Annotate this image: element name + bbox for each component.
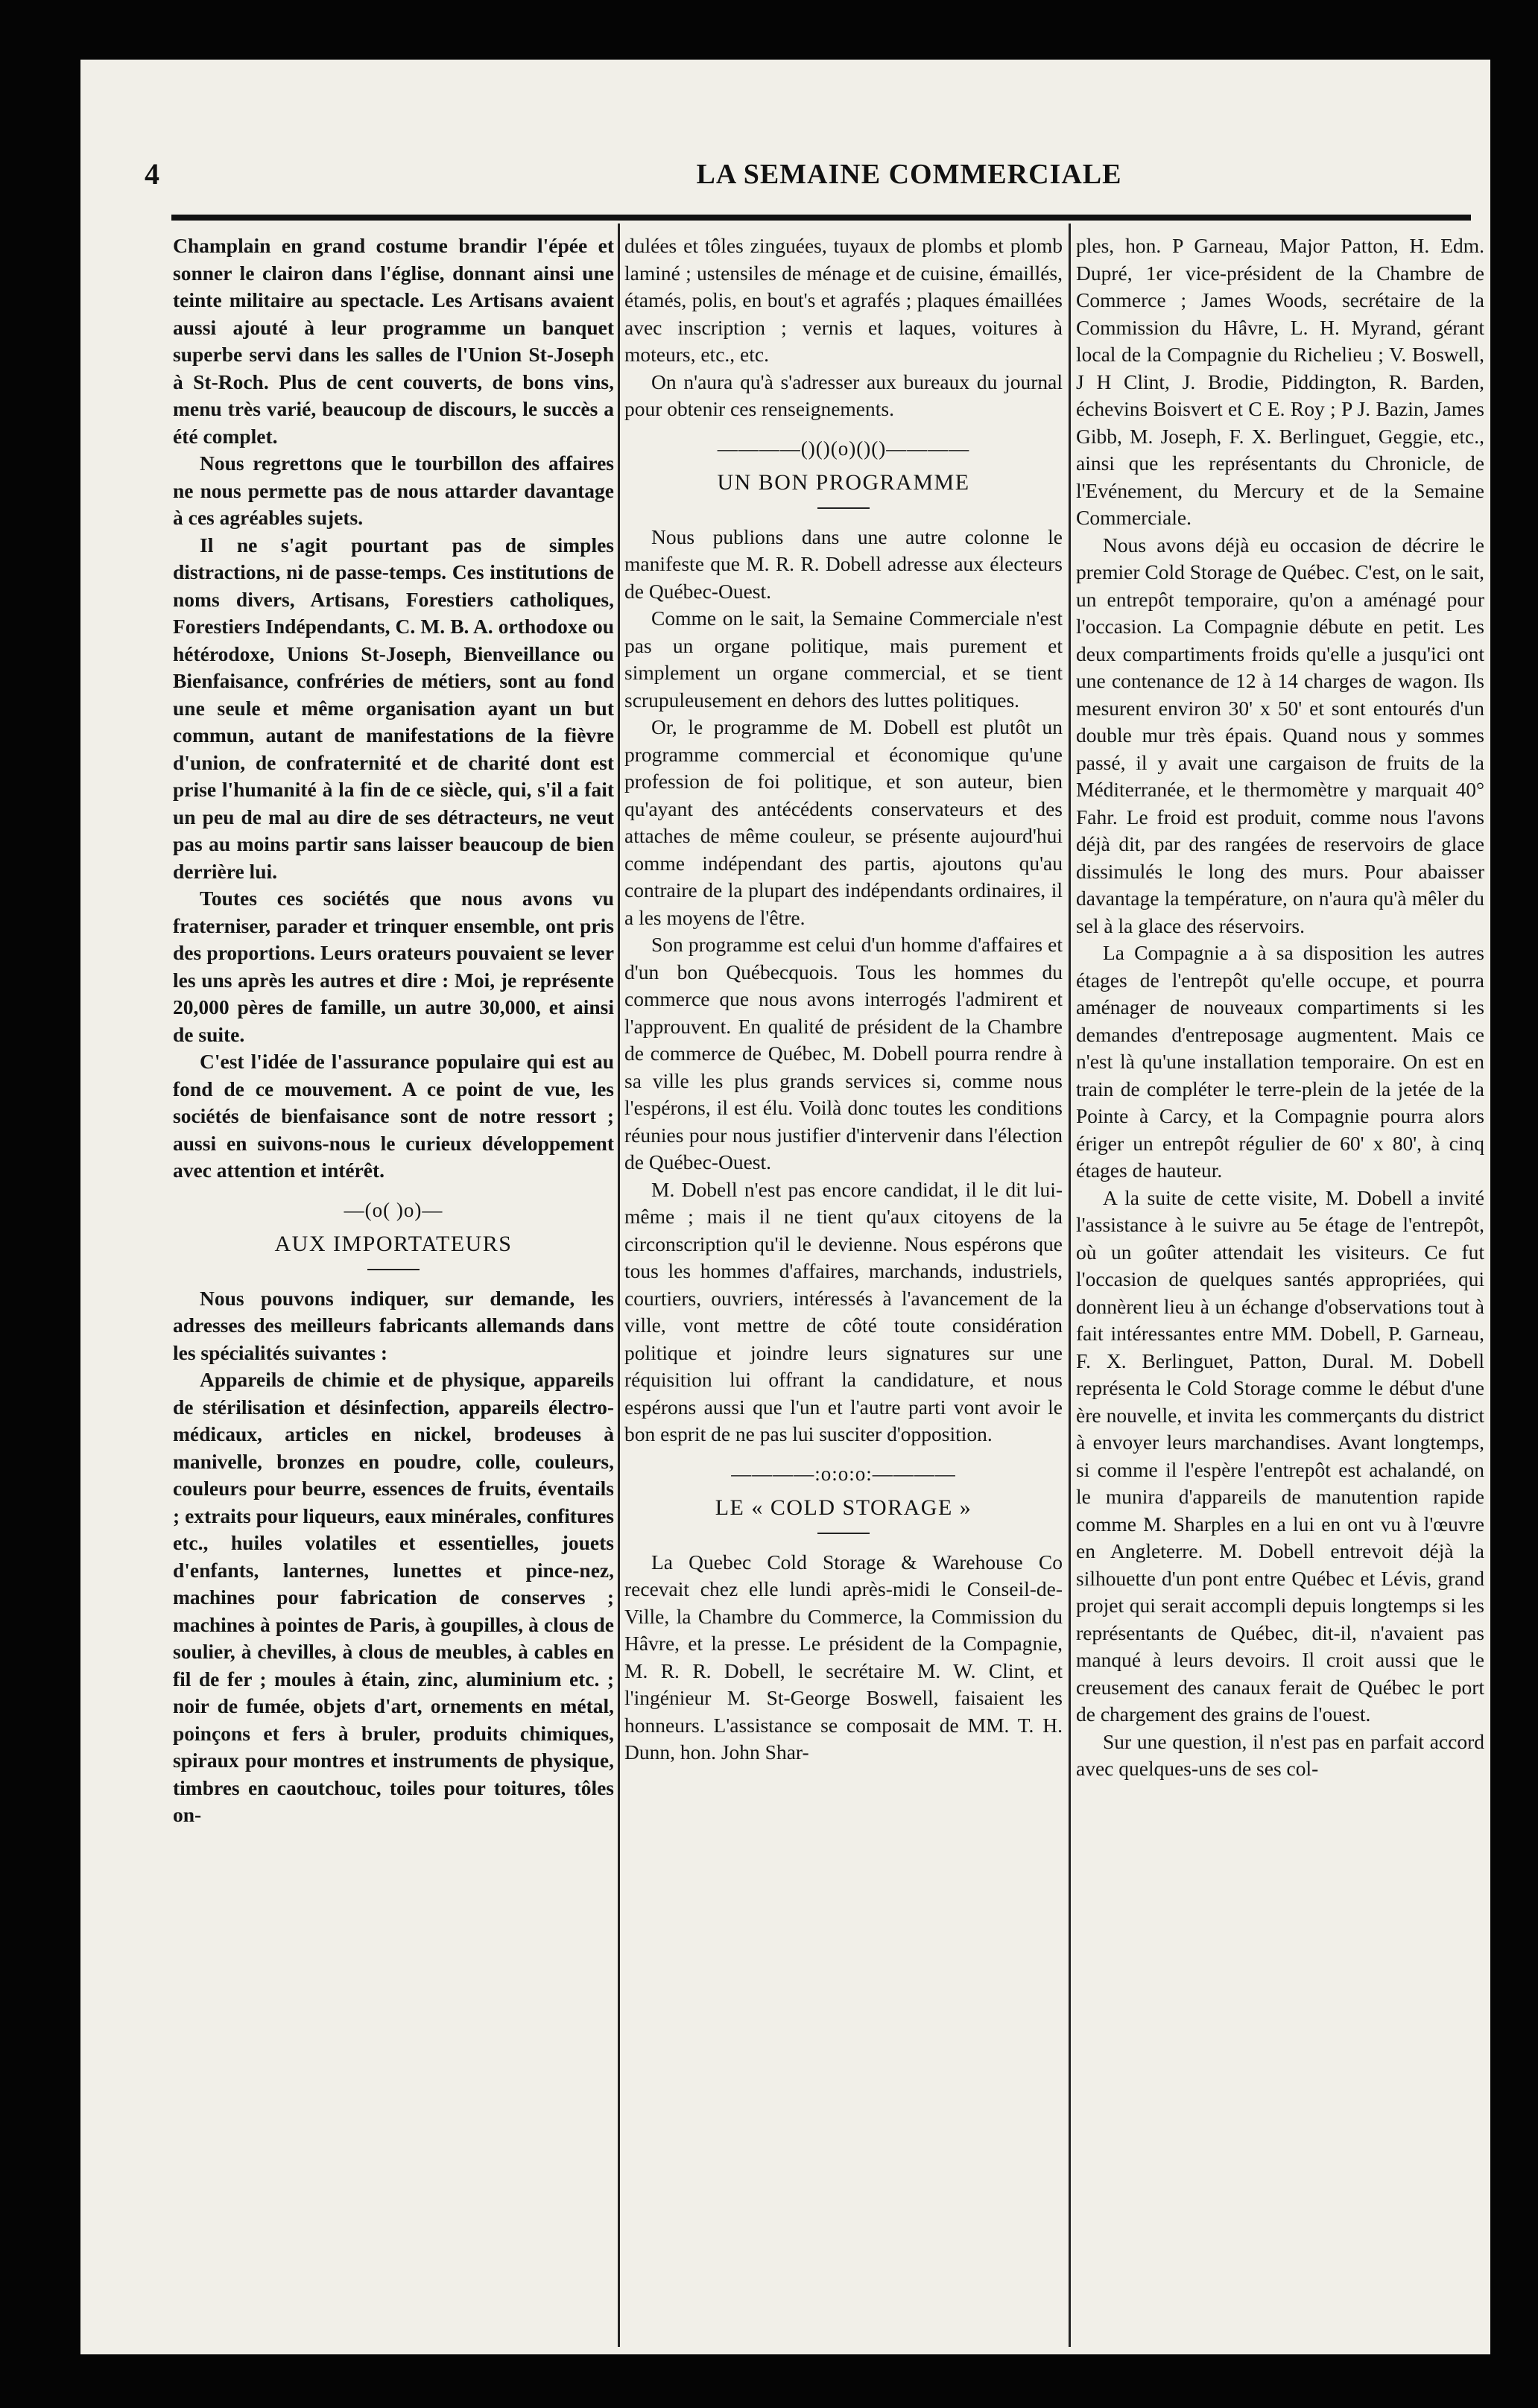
section-heading: LE « COLD STORAGE »	[715, 1495, 972, 1520]
article-paragraph: Appareils de chimie et de physique, appareils de stérilisation et désinfection, appareils électro-médicaux, articles en nickel, brodeuses à manivelle, bronzes en poudre, colle, couleurs, couleurs pour beurre, essences de fruits, éventails ; extraits pour liqueurs, eaux minérales, confitures etc., huiles volatiles et essentielles, jouets d'enfants, lanternes, lunettes et pince-nez, machines pour fabrication de conserves ; machines à pointes de Paris, à goupilles, à clous de soulier, à chevilles, à clous de meubles, à cables en fil de fer ; moules à étain, zinc, aluminium etc. ; noir de fumée, objets d'art, ornements en métal, poinçons et fers à bruler, produits chimiques, spiraux pour montres et instruments de physique, timbres en caoutchouc, toiles pour toitures, tôles on-	[173, 1368, 614, 1826]
section-separator: ————()()(o)()()————	[717, 437, 970, 460]
section-heading: UN BON PROGRAMME	[717, 470, 970, 495]
article-paragraph: dulées et tôles zinguées, tuyaux de plombs et plomb laminé ; ustensiles de ménage et de cuisine, émaillés, étamés, polis, en bout's et agrafés ; plaques émaillées avec inscription ; vernis et laques, voitures à moteurs, etc., etc.	[624, 234, 1063, 366]
article-paragraph: Nous publions dans une autre colonne le manifeste que M. R. R. Dobell adresse aux électeurs de Québec-Ouest.	[624, 525, 1063, 603]
page-number: 4	[145, 157, 159, 191]
column-1	[173, 232, 614, 2341]
article-paragraph: Or, le programme de M. Dobell est plutôt un programme commercial et économique qu'une profession de foi politique, et son auteur, bien qu'ayant des antécédents conservateurs et des attaches de même couleur, se présente aujourd'hui comme indépendant des partis, ajoutons qu'au contraire de la plupart des indépendants ordinaires, il a les moyens de l'être.	[624, 715, 1063, 929]
article-paragraph: ples, hon. P Garneau, Major Patton, H. Edm. Dupré, 1er vice-président de la Chambre de Commerce ; James Woods, secrétaire de la Commission du Hâvre, L. H. Myrand, gérant local de la Compagnie du Richelieu ; V. Boswell, J H Clint, J. Brodie, Piddington, R. Barden, échevins Boisvert et C E. Roy ; P J. Bazin, James Gibb, M. Joseph, F. X. Berlinguet, Geggie, etc., ainsi que les représentants du Chronicle, de l'Evénement, du Mercury et de la Semaine Commerciale.	[1076, 234, 1484, 529]
column-2	[624, 232, 1063, 2341]
article-paragraph: Champlain en grand costume brandir l'épée et sonner le clairon dans l'église, donnant ainsi une teinte militaire au spectacle. Les Artisans avaient aussi ajouté à leur programme un banquet superbe servi dans les salles de l'Union St-Joseph à St-Roch. Plus de cent couverts, de bons vins, menu très varié, beaucoup de discours, le succès a été complet.	[173, 234, 614, 448]
article-paragraph: C'est l'idée de l'assurance populaire qui est au fond de ce mouvement. A ce point de vue, les sociétés de bienfaisance sont de notre ressort ; aussi en suivons-nous le curieux développement avec attention et intérêt.	[173, 1050, 614, 1182]
article-paragraph: Il ne s'agit pourtant pas de simples distractions, ni de passe-temps. Ces institutions de noms divers, Artisans, Forestiers catholiques, Forestiers Indépendants, C. M. B. A. orthodoxe ou hétérodoxe, Unions St-Joseph, Bienveillance ou Bienfaisance, confréries de métiers, sont au fond une seule et même organisation ayant un but commun, autant de manifestations de la fièvre d'union, de confraternité et de charité dont est prise l'humanité à la fin de ce siècle, qui, s'il a fait un peu de mal au dire de ses détracteurs, ne veut pas au moins partir sans laisser beaucoup de bien derrière lui.	[173, 533, 614, 883]
article-paragraph: A la suite de cette visite, M. Dobell a invité l'assistance à le suivre au 5e étage de l'entrepôt, où un goûter attendait les visiteurs. Ce fut l'occasion de quelques santés appropriées, qui donnèrent lieu à un échange d'observations tout à fait intéressantes entre MM. Dobell, P. Garneau, F. X. Berlinguet, Patton, Dural. M. Dobell représenta le Cold Storage comme le début d'une ère nouvelle, et invita les commerçants du district à envoyer leurs marchandises. Avant longtemps, si comme il l'espère l'entrepôt est achalandé, on le munira d'appareils de manutention rapide comme M. Sharples en a lui en ont vu à l'œuvre en Angleterre. M. Dobell entrevoit déjà la silhouette d'un pont entre Québec et Lévis, grand projet qui serait accompli depuis longtemps si les représentants de Québec, dit-il, n'avaient pas manqué à leurs devoirs. Il croit aussi que le creusement des canaux ferait de Québec le port de chargement des grains de l'ouest.	[1076, 1185, 1484, 1726]
heading-rule	[817, 507, 870, 509]
section-separator: ————:o:o:o:————	[731, 1462, 956, 1485]
article-paragraph: Sur une question, il n'est pas en parfait accord avec quelques-uns de ses col-	[1076, 1729, 1484, 1780]
article-paragraph: Son programme est celui d'un homme d'affaires et d'un bon Québecquois. Tous les hommes du commerce que nous avons interrogés l'admirent et l'approuvent. En qualité de président de la Chambre de commerce de Québec, M. Dobell pourra rendre à sa ville les plus grands services si, comme nous l'espérons, il est élu. Voilà donc toutes les conditions réunies pour nous justifier d'intervenir dans l'élection de Québec-Ouest.	[624, 933, 1063, 1173]
header-rule	[171, 215, 1471, 221]
article-paragraph: Comme on le sait, la Semaine Commerciale n'est pas un organe politique, mais purement et simplement un organe commercial, et se tient scrupuleusement en dehors des luttes politiques.	[624, 606, 1063, 712]
article-paragraph: Nous regrettons que le tourbillon des affaires ne nous permette pas de nous attarder davantage à ces agréables sujets.	[173, 452, 614, 529]
article-paragraph: La Compagnie a à sa disposition les autres étages de l'entrepôt qu'elle occupe, et pourra aménager de nouveaux compartiments si les demandes d'entreposage augmentent. Mais ce n'est là qu'une installation temporaire. On est en train de compléter le terre-plein de la jetée de la Pointe à Carcy, et la Compagnie pourra alors ériger un entrepôt régulier de 60' x 80', à cinq étages de hauteur.	[1076, 941, 1484, 1182]
article-paragraph: Toutes ces sociétés que nous avons vu fraterniser, parader et trinquer ensemble, ont pris des proportions. Leurs orateurs pouvaient se lever les uns après les autres et dire : Moi, je représente 20,000 pères de famille, un autre 30,000, et ainsi de suite.	[173, 887, 614, 1046]
article-paragraph: Nous avons déjà eu occasion de décrire le premier Cold Storage de Québec. C'est, on le sait, un entrepôt temporaire, qu'on a aménagé pour l'occasion. La Compagnie débute en petit. Les deux compartiments froids qu'elle a jusqu'ici ont une contenance de 12 à 14 charges de wagon. Ils mesurent environ 30' x 50' et sont entourés d'un double mur très épais. Quand nous y sommes passé, il y avait une cargaison de fruits de la Méditerranée, et le thermomètre y marquait 40° Fahr. Le froid est produit, comme nous l'avons déjà dit, par des rangées de reservoirs de glace dissimulés le long des murs. Pour abaisser davantage la température, on n'aura qu'à mêler du sel à la glace des réservoirs.	[1076, 533, 1484, 937]
running-title: LA SEMAINE COMMERCIALE	[696, 159, 1122, 190]
column-divider-2	[1069, 224, 1071, 2347]
section-separator: —(o( )o)—	[344, 1198, 443, 1221]
heading-rule	[367, 1269, 420, 1270]
article-paragraph: M. Dobell n'est pas encore candidat, il le dit lui-même ; mais il ne tient qu'aux citoyens de la circonscription qu'il le devienne. Nous espérons que tous les hommes d'affaires, marchands, industriels, courtiers, ouvriers, intéressés à l'avancement de la ville, vont mettre de côté toute considération politique et joindre leurs signatures sur une réquisition lui offrant la candidature, et nous espérons aussi que l'un et l'autre parti vont avoir le bon esprit de ne pas lui susciter d'opposition.	[624, 1177, 1063, 1445]
article-paragraph: La Quebec Cold Storage & Warehouse Co recevait chez elle lundi après-midi le Conseil-de-Ville, la Chambre du Commerce, la Commission du Hâvre, et la presse. Le président de la Compagnie, M. R. R. Dobell, le secrétaire M. W. Clint, et l'ingénieur M. St-George Boswell, faisaient les honneurs. L'assistance se composait de MM. T. H. Dunn, hon. John Shar-	[624, 1550, 1063, 1764]
article-paragraph: Nous pouvons indiquer, sur demande, les adresses des meilleurs fabricants allemands dans les spécialités suivantes :	[173, 1286, 614, 1364]
column-3	[1076, 232, 1484, 2341]
column-divider-1	[618, 224, 620, 2347]
article-paragraph: On n'aura qu'à s'adresser aux bureaux du journal pour obtenir ces renseignements.	[624, 370, 1063, 420]
heading-rule	[817, 1533, 870, 1534]
section-heading: AUX IMPORTATEURS	[274, 1232, 513, 1256]
